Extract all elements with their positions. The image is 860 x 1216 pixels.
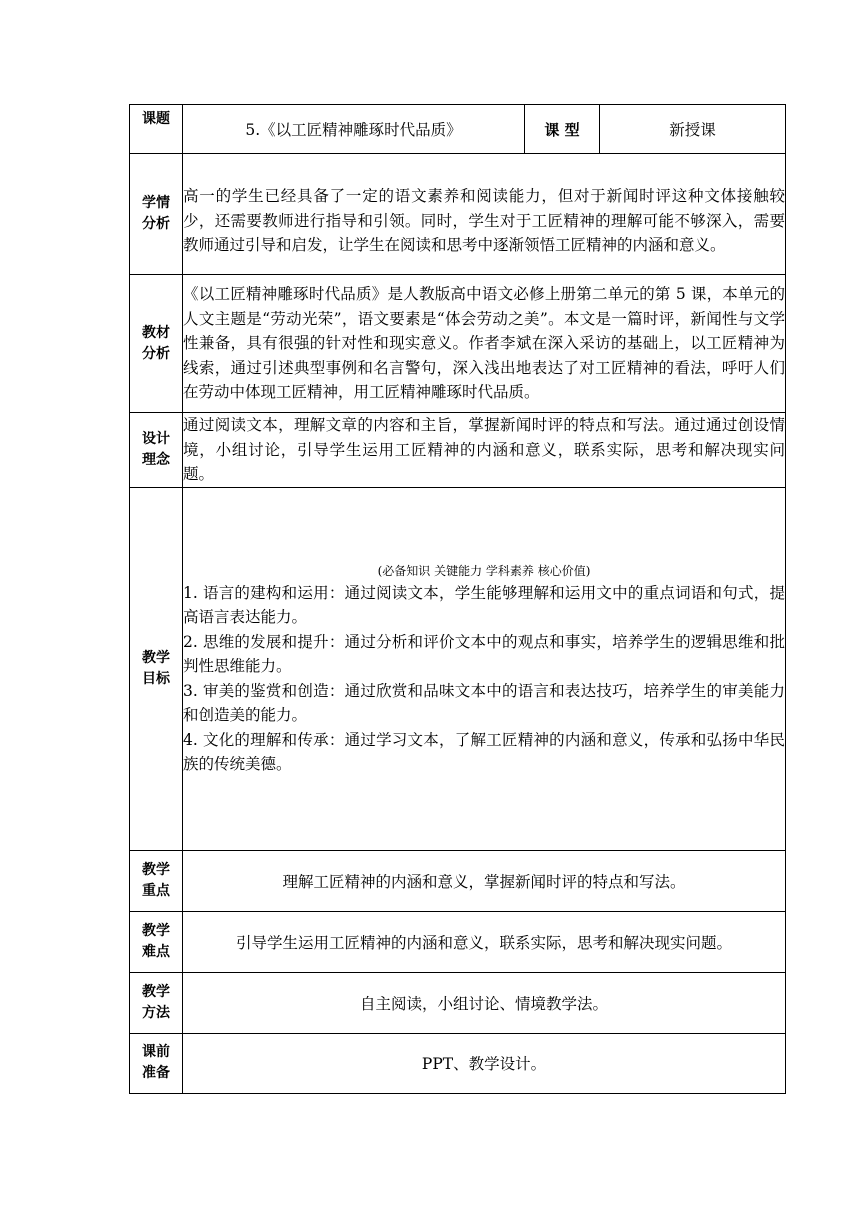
student-analysis-text: 高一的学生已经具备了一定的语文素养和阅读能力，但对于新闻时评这种文体接触较少，还需要教师进行指导和引领。同时，学生对于工匠精神的理解可能不够深入，需要教师通过引导和启发，让学生在阅读和思考中逐渐领悟工匠精神的内涵和意义。: [183, 154, 786, 275]
preparation-text: PPT、教学设计。: [183, 1033, 786, 1093]
student-analysis-row: [130, 154, 786, 275]
methods-row: [130, 972, 786, 1033]
key-points-row: [130, 850, 786, 911]
goal-item: 2. 思维的发展和提升：通过分析和评价文本中的观点和事实，培养学生的逻辑思维和批判性思维能力。: [183, 632, 785, 675]
design-concept-text: 通过阅读文本，理解文章的内容和主旨，掌握新闻时评的特点和写法。通过通过创设情境，小组讨论，引导学生运用工匠精神的内涵和意义，联系实际，思考和解决现实问题。: [183, 413, 786, 488]
goal-item: 1. 语言的建构和运用：通过阅读文本，学生能够理解和运用文中的重点词语和句式，提高语言表达能力。: [183, 583, 785, 626]
material-analysis-text: 《以工匠精神雕琢时代品质》是人教版高中语文必修上册第二单元的第 5 课，本单元的人文主题是“劳动光荣”，语文要素是“体会劳动之美”。本文是一篇时评，新闻性与文学性兼备，具有很强的针对性和现实意义。作者李斌在深入采访的基础上，以工匠精神为线索，通过引述典型事例和名言警句，深入浅出地表达了对工匠精神的看法，呼吁人们在劳动中体现工匠精神，用工匠精神雕琢时代品质。: [183, 275, 786, 413]
preparation-label: 课前 准备: [130, 1033, 183, 1093]
design-concept-label: 设计 理念: [130, 413, 183, 488]
methods-text: 自主阅读，小组讨论、情境教学法。: [183, 972, 786, 1033]
teaching-goals-cell: [183, 487, 786, 850]
material-analysis-row: [130, 275, 786, 413]
teaching-goals-row: [130, 487, 786, 850]
goal-item: 3. 审美的鉴赏和创造：通过欣赏和品味文本中的语言和表达技巧，培养学生的审美能力和创造美的能力。: [183, 681, 785, 724]
difficulties-label: 教学 难点: [130, 911, 183, 972]
preparation-row: [130, 1033, 786, 1093]
type-label: 课 型: [525, 105, 600, 154]
key-points-label: 教学 重点: [130, 850, 183, 911]
header-row: [130, 105, 786, 154]
lesson-plan-table: [129, 104, 786, 1094]
key-points-text: 理解工匠精神的内涵和意义，掌握新闻时评的特点和写法。: [183, 850, 786, 911]
material-analysis-label: 教材 分析: [130, 275, 183, 413]
goal-item: 4. 文化的理解和传承：通过学习文本，了解工匠精神的内涵和意义，传承和弘扬中华民族的传统美德。: [183, 730, 785, 773]
topic-value: 5.《以工匠精神雕琢时代品质》: [183, 105, 525, 154]
teaching-goals-label: 教学 目标: [130, 487, 183, 850]
design-concept-row: [130, 413, 786, 488]
type-value: 新授课: [600, 105, 786, 154]
goals-note: (必备知识 关键能力 学科素养 核心价值): [377, 563, 591, 578]
difficulties-text: 引导学生运用工匠精神的内涵和意义，联系实际，思考和解决现实问题。: [183, 911, 786, 972]
topic-label: 课题: [130, 105, 183, 154]
difficulties-row: [130, 911, 786, 972]
student-analysis-label: 学情 分析: [130, 154, 183, 275]
methods-label: 教学 方法: [130, 972, 183, 1033]
